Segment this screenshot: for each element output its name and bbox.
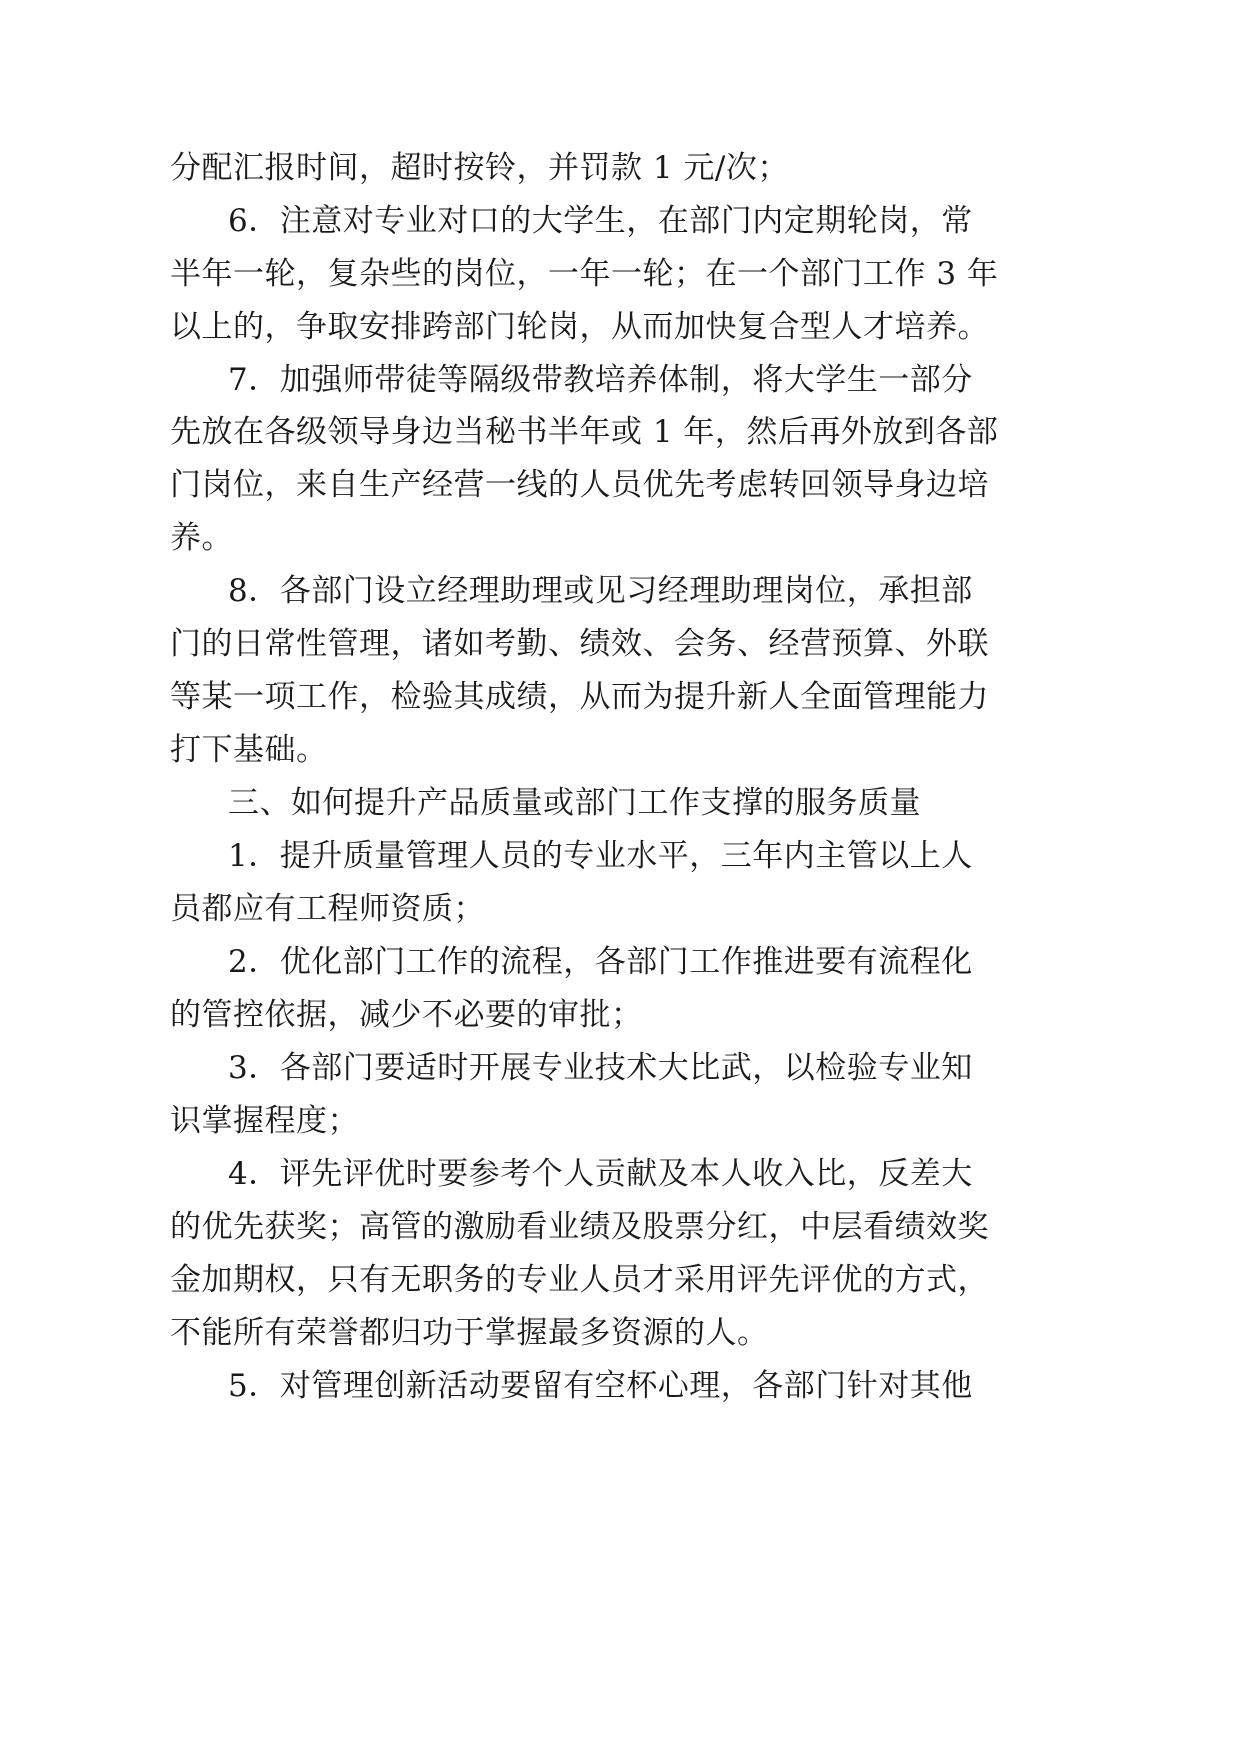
text-line: 门岗位，来自生产经营一线的人员优先考虑转回领导身边培 <box>170 467 989 503</box>
text-line: 5．对管理创新活动要留有空杯心理，各部门针对其他 <box>228 1368 973 1404</box>
text-line: 的优先获奖；高管的激励看业绩及股票分红，中层看绩效奖 <box>170 1209 989 1245</box>
section-heading: 三、如何提升产品质量或部门工作支撑的服务质量 <box>228 785 921 821</box>
text-line: 1．提升质量管理人员的专业水平，三年内主管以上人 <box>228 838 973 874</box>
text-line: 先放在各级领导身边当秘书半年或 1 年，然后再外放到各部 <box>170 414 999 450</box>
text-line: 6．注意对专业对口的大学生，在部门内定期轮岗，常 <box>228 203 973 239</box>
text-line: 4．评先评优时要参考个人贡献及本人收入比，反差大 <box>228 1156 973 1192</box>
text-line: 金加期权，只有无职务的专业人员才采用评先评优的方式， <box>170 1262 989 1298</box>
text-line: 不能所有荣誉都归功于掌握最多资源的人。 <box>170 1315 769 1351</box>
text-line: 7．加强师带徒等隔级带教培养体制，将大学生一部分 <box>228 362 973 398</box>
text-line: 以上的，争取安排跨部门轮岗，从而加快复合型人才培养。 <box>170 309 989 345</box>
text-line: 门的日常性管理，诸如考勤、绩效、会务、经营预算、外联 <box>170 626 989 662</box>
text-line: 2．优化部门工作的流程，各部门工作推进要有流程化 <box>228 944 973 980</box>
text-line: 分配汇报时间，超时按铃，并罚款 1 元/次； <box>170 150 789 186</box>
text-line: 8．各部门设立经理助理或见习经理助理岗位，承担部 <box>228 573 973 609</box>
text-line: 员都应有工程师资质； <box>170 891 485 927</box>
text-line: 养。 <box>170 520 233 556</box>
text-line: 等某一项工作，检验其成绩，从而为提升新人全面管理能力 <box>170 679 989 715</box>
text-line: 3．各部门要适时开展专业技术大比武，以检验专业知 <box>228 1050 973 1086</box>
text-line: 打下基础。 <box>170 732 328 768</box>
text-line: 半年一轮，复杂些的岗位，一年一轮；在一个部门工作 3 年 <box>170 256 999 292</box>
text-line: 的管控依据，减少不必要的审批； <box>170 997 643 1033</box>
text-line: 识掌握程度； <box>170 1103 359 1139</box>
